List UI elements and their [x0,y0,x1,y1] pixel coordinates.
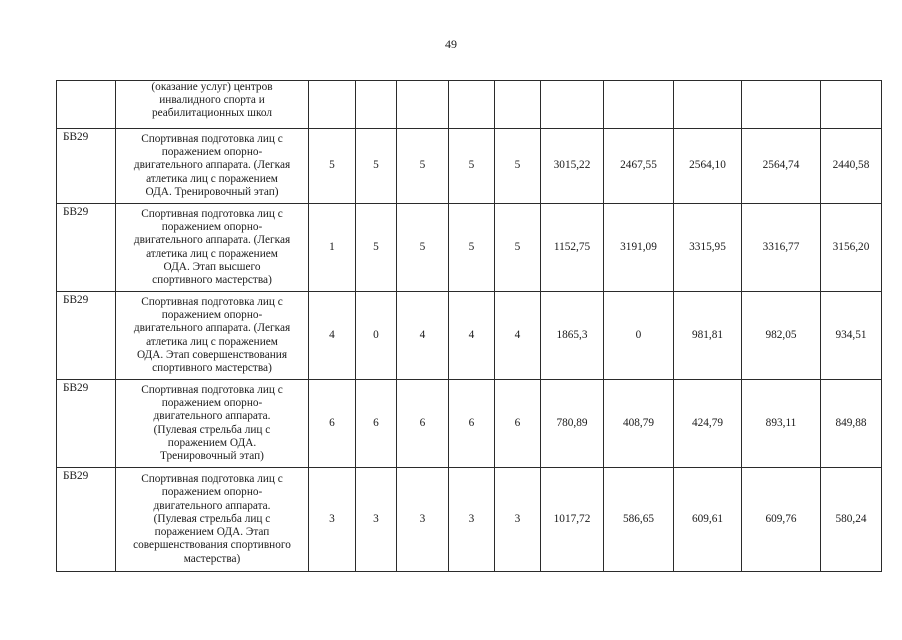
volume-value-cell: 6 [449,380,495,468]
service-name-line: ОДА. Этап высшего [163,260,261,273]
service-code-cell: БВ29 [57,380,116,468]
service-name-line: атлетика лиц с поражением [146,247,278,260]
service-name-line: инвалидного спорта и [159,94,265,107]
service-code-cell: БВ29 [57,129,116,204]
cost-value-cell: 2564,74 [742,129,821,204]
cost-value-cell [674,81,742,129]
volume-value-cell: 6 [356,380,397,468]
cost-value-cell: 3015,22 [541,129,604,204]
cost-value-cell: 586,65 [604,468,674,572]
service-name-line: двигательного аппарата. (Легкая [133,159,291,172]
service-name-cell [116,468,309,572]
volume-value-cell [356,81,397,129]
cost-value-cell: 893,11 [742,380,821,468]
service-name-line: поражением опорно- [161,397,263,410]
page-number: 49 [445,37,457,51]
cost-value-cell: 2440,58 [821,129,882,204]
service-code-cell: БВ29 [57,468,116,572]
service-name-line: Спортивная подготовка лиц с [141,383,283,396]
volume-value-cell [495,81,541,129]
cost-value-cell: 849,88 [821,380,882,468]
service-name-cell [116,380,309,468]
service-name-line: поражением опорно- [161,146,263,159]
table-body [57,81,882,572]
service-name-line: поражением ОДА. Этап [154,526,270,539]
volume-value-cell: 3 [397,468,449,572]
service-name-line: спортивного мастерства) [152,361,272,374]
service-name-line: атлетика лиц с поражением [146,335,278,348]
volume-value-cell: 1 [309,204,356,292]
cost-value-cell: 609,61 [674,468,742,572]
volume-value-cell: 3 [449,468,495,572]
cost-value-cell: 3315,95 [674,204,742,292]
table-row [57,292,882,380]
volume-value-cell [309,81,356,129]
service-name-line: (оказание услуг) центров [151,81,273,93]
service-name-line: спортивного мастерства) [152,273,272,286]
table-row [57,81,882,129]
service-name-line: мастерства) [183,552,241,565]
volume-value-cell: 5 [397,204,449,292]
service-name-line: двигательного аппарата. (Легкая [133,234,291,247]
volume-value-cell: 4 [397,292,449,380]
service-name-cell [116,292,309,380]
service-name-line: ОДА. Тренировочный этап) [145,185,279,198]
cost-value-cell: 1865,3 [541,292,604,380]
service-name-line: реабилитационных школ [151,107,273,120]
service-name-line: Спортивная подготовка лиц с [141,473,283,486]
cost-value-cell: 1152,75 [541,204,604,292]
service-name-cell [116,129,309,204]
service-name-line: поражением опорно- [161,309,263,322]
volume-value-cell: 6 [397,380,449,468]
service-name-line: совершенствования спортивного [133,539,291,552]
service-name-line: двигательного аппарата. (Легкая [133,322,291,335]
volume-value-cell: 5 [495,204,541,292]
cost-value-cell: 408,79 [604,380,674,468]
cost-value-cell: 424,79 [674,380,742,468]
volume-value-cell: 0 [356,292,397,380]
service-name-line: Спортивная подготовка лиц с [141,132,283,145]
cost-value-cell: 780,89 [541,380,604,468]
service-name-line: Тренировочный этап) [160,449,264,462]
volume-value-cell [449,81,495,129]
volume-value-cell: 4 [449,292,495,380]
cost-value-cell: 2564,10 [674,129,742,204]
volume-value-cell: 4 [495,292,541,380]
service-name-line: Спортивная подготовка лиц с [141,207,283,220]
volume-value-cell: 5 [449,204,495,292]
table-row [57,380,882,468]
service-name-line: Спортивная подготовка лиц с [141,295,283,308]
table-row [57,129,882,204]
cost-value-cell: 2467,55 [604,129,674,204]
cost-value-cell: 3156,20 [821,204,882,292]
volume-value-cell: 4 [309,292,356,380]
service-name-line: атлетика лиц с поражением [146,172,278,185]
cost-value-cell: 934,51 [821,292,882,380]
volume-value-cell: 3 [495,468,541,572]
service-name-line: двигательного аппарата. [153,410,271,423]
cost-value-cell [742,81,821,129]
services-table [56,80,882,572]
volume-value-cell: 5 [449,129,495,204]
volume-value-cell: 6 [495,380,541,468]
service-code-cell: БВ29 [57,204,116,292]
service-name-line: поражением опорно- [161,486,263,499]
cost-value-cell [604,81,674,129]
service-name-line: (Пулевая стрельба лиц с [153,512,271,525]
service-name-line: поражением опорно- [161,221,263,234]
volume-value-cell: 5 [309,129,356,204]
cost-value-cell: 1017,72 [541,468,604,572]
service-name-line: ОДА. Этап совершенствования [136,348,288,361]
cost-value-cell: 0 [604,292,674,380]
cost-value-cell: 580,24 [821,468,882,572]
cost-value-cell: 981,81 [674,292,742,380]
cost-value-cell: 3191,09 [604,204,674,292]
volume-value-cell [397,81,449,129]
cost-value-cell [821,81,882,129]
volume-value-cell: 3 [356,468,397,572]
cost-value-cell: 609,76 [742,468,821,572]
cost-value-cell: 982,05 [742,292,821,380]
service-code-cell: БВ29 [57,292,116,380]
service-name-cell [116,81,309,129]
service-code-cell [57,81,116,129]
service-name-line: поражением ОДА. [167,436,257,449]
service-name-line: двигательного аппарата. [153,499,271,512]
service-name-line: (Пулевая стрельба лиц с [153,423,271,436]
service-name-cell [116,204,309,292]
volume-value-cell: 5 [356,204,397,292]
volume-value-cell: 5 [495,129,541,204]
table-row [57,468,882,572]
cost-value-cell: 3316,77 [742,204,821,292]
volume-value-cell: 5 [397,129,449,204]
cost-value-cell [541,81,604,129]
volume-value-cell: 6 [309,380,356,468]
volume-value-cell: 5 [356,129,397,204]
table-row [57,204,882,292]
volume-value-cell: 3 [309,468,356,572]
